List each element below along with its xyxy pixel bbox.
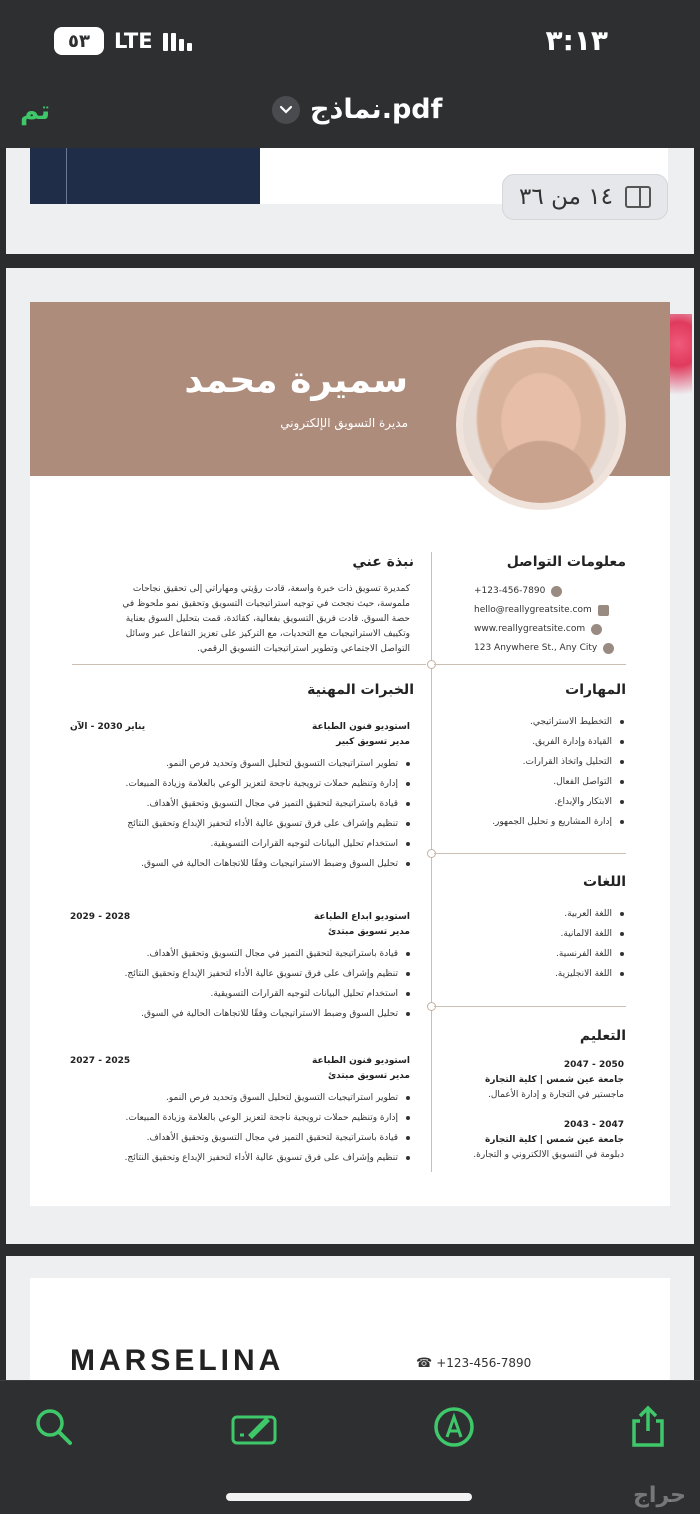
battery-icon: ٥٣	[54, 27, 104, 55]
chevron-down-icon[interactable]	[272, 96, 300, 124]
status-indicators	[54, 27, 192, 55]
markup-icon[interactable]	[230, 1405, 280, 1449]
next-page	[6, 1256, 694, 1380]
list-item: تنظيم وإشراف على فرق تسويق عالية الأداء لتحفيز الإبداع وتحقيق النتائج	[70, 814, 410, 834]
current-page	[6, 268, 694, 1244]
nav-bar	[0, 84, 700, 148]
about-line: وتكييف الاستراتيجيات مع التحديات، مع التركيز على تعزيز التفاعل عبر وسائل	[125, 629, 410, 639]
education-school: جامعة عين شمس	[546, 1135, 624, 1145]
list-item: التواصل الفعال.	[492, 772, 624, 792]
list-item: تنظيم وإشراف على فرق تسويق عالية الأداء لتحفيز الإبداع وتحقيق النتائج.	[70, 964, 410, 984]
annotate-icon[interactable]	[432, 1405, 476, 1449]
job-company: استوديو فنون الطباعة	[312, 1056, 410, 1066]
education-years: 2050 - 2047	[563, 1060, 624, 1070]
previous-page-dark-block	[30, 148, 260, 204]
education-entry	[434, 1058, 624, 1103]
cv-sheet	[30, 302, 670, 1206]
next-page-phone-text: +123-456-7890	[436, 1356, 532, 1370]
about-line: التواصل الاجتماعي وتطوير استراتيجيات التسويق الرقمي.	[197, 644, 410, 654]
contact-phone-text: +123-456-7890	[474, 586, 546, 596]
list-item: اللغة العربية.	[555, 904, 624, 924]
watermark: حراج	[633, 1483, 686, 1508]
sidebar-icon	[625, 186, 651, 208]
mail-icon	[598, 605, 609, 616]
status-time: ٣:١٣	[545, 24, 608, 57]
signal-icon	[163, 31, 192, 51]
list-item: تطوير استراتيجيات التسويق لتحليل السوق وتحديد فرص النمو.	[70, 1088, 410, 1108]
cv-name: سميرة محمد	[184, 360, 408, 401]
list-item: التحليل واتخاذ القرارات.	[492, 752, 624, 772]
list-item: قيادة باستراتيجية لتحقيق التميز في مجال التسويق وتحقيق الأهداف.	[70, 944, 410, 964]
contact-address	[474, 639, 624, 657]
location-pin-icon	[603, 643, 614, 654]
contact-heading: معلومات التواصل	[506, 554, 626, 570]
job-role: مدير تسويق مبتدئ	[327, 1071, 410, 1081]
job-bullets	[70, 754, 410, 874]
job-bullets	[70, 944, 410, 1024]
profile-photo	[456, 340, 626, 510]
about-heading: نبذة عني	[352, 554, 414, 570]
education-separator: |	[539, 1075, 544, 1085]
list-item: قيادة باستراتيجية لتحقيق التميز في مجال التسويق وتحقيق الأهداف.	[70, 794, 410, 814]
list-item: اللغة الفرنسية.	[555, 944, 624, 964]
contact-website	[474, 620, 624, 638]
phone-icon	[551, 586, 562, 597]
phone-icon: ☎	[416, 1356, 433, 1371]
status-bar	[0, 0, 700, 84]
search-icon[interactable]	[32, 1405, 76, 1449]
job-dates: يناير 2030 - الآن	[70, 722, 146, 732]
list-item: الابتكار والإبداع.	[492, 792, 624, 812]
share-icon[interactable]	[626, 1405, 670, 1449]
job-role: مدير تسويق مبتدئ	[327, 927, 410, 937]
bottom-toolbar	[0, 1380, 700, 1514]
page-counter[interactable]	[502, 174, 668, 220]
job-entry	[70, 720, 410, 874]
portrait-image	[463, 347, 619, 503]
network-type: LTE	[114, 29, 153, 53]
education-separator: |	[539, 1135, 544, 1145]
list-item: إدارة المشاريع و تحليل الجمهور.	[492, 812, 624, 832]
list-item: تحليل السوق وضبط الاستراتيجيات وفقًا للاتجاهات الحالية في السوق.	[70, 854, 410, 874]
list-item: التخطيط الاستراتيجي.	[492, 712, 624, 732]
education-entry	[434, 1118, 624, 1163]
list-item: استخدام تحليل البيانات لتوجيه القرارات التسويقية.	[70, 984, 410, 1004]
education-degree: دبلومة في التسويق الالكتروني و التجارة.	[473, 1150, 624, 1160]
experience-heading: الخبرات المهنية	[307, 682, 414, 698]
about-line: حصة السوق. قادت فريق التسويق بفعالية، كقائدة، قمت بتحليل السوق بعناية	[125, 614, 410, 624]
list-item: قيادة باستراتيجية لتحقيق التميز في مجال التسويق وتحقيق الأهداف.	[70, 1128, 410, 1148]
skills-heading: المهارات	[565, 682, 626, 698]
job-company: استوديو فنون الطباعة	[312, 722, 410, 732]
contact-email-text: hello@reallygreatsite.com	[474, 605, 592, 615]
job-dates: 2025 - 2027	[70, 1056, 131, 1066]
cv-job-title: مديرة التسويق الإلكتروني	[280, 416, 408, 430]
list-item: إدارة وتنظيم حملات ترويجية ناجحة لتعزيز الوعي بالعلامة وزيادة المبيعات.	[70, 774, 410, 794]
education-faculty: كلية التجارة	[484, 1075, 537, 1085]
section-rule	[434, 1006, 626, 1007]
section-rule	[434, 853, 626, 854]
list-item: تطوير استراتيجيات التسويق لتحليل السوق وتحديد فرص النمو.	[70, 754, 410, 774]
list-item: اللغة الالمانية.	[555, 924, 624, 944]
file-name: نماذج.pdf	[310, 94, 443, 125]
job-bullets	[70, 1088, 410, 1168]
contact-website-text: www.reallygreatsite.com	[474, 624, 586, 634]
job-company: استوديو ابداع الطباعة	[314, 912, 410, 922]
job-entry	[70, 910, 410, 1024]
list-item: استخدام تحليل البيانات لتوجيه القرارات التسويقية.	[70, 834, 410, 854]
skills-list	[492, 712, 624, 832]
education-heading: التعليم	[579, 1028, 626, 1044]
file-title[interactable]	[272, 94, 442, 125]
list-item: القيادة وإدارة الفريق.	[492, 732, 624, 752]
home-indicator[interactable]	[226, 1493, 472, 1501]
done-button[interactable]: تم	[20, 96, 51, 126]
column-divider	[431, 552, 432, 1172]
page-counter-label: ١٤ من ٣٦	[519, 184, 613, 210]
section-rule	[72, 664, 426, 665]
education-years: 2047 - 2043	[563, 1120, 624, 1130]
job-role: مدير تسويق كبير	[336, 737, 410, 747]
section-rule	[434, 664, 626, 665]
job-entry	[70, 1054, 410, 1168]
contact-email	[474, 601, 624, 619]
languages-heading: اللغات	[583, 874, 626, 890]
about-text	[70, 582, 410, 657]
globe-icon	[591, 624, 602, 635]
list-item: إدارة وتنظيم حملات ترويجية ناجحة لتعزيز الوعي بالعلامة وزيادة المبيعات.	[70, 1108, 410, 1128]
languages-list	[555, 904, 624, 984]
next-page-name: MARSELINA	[70, 1344, 285, 1377]
about-line: كمديرة تسويق ذات خبرة واسعة، قادت رؤيتي ومهاراتي إلى تحقيق نجاحات	[132, 584, 410, 594]
education-degree: ماجستير في التجارة و إدارة الأعمال.	[488, 1090, 624, 1100]
previous-page	[6, 148, 694, 254]
list-item: تحليل السوق وضبط الاستراتيجيات وفقًا للاتجاهات الحالية في السوق.	[70, 1004, 410, 1024]
next-page-phone	[416, 1356, 531, 1371]
pdf-viewer[interactable]	[0, 148, 700, 1380]
contact-phone	[474, 582, 624, 600]
contact-address-text: 123 Anywhere St., Any City	[474, 643, 598, 653]
list-item: اللغة الانجليزية.	[555, 964, 624, 984]
about-line: ملموسة، حيث نجحت في توجيه استراتيجيات التسويق وتحقيق نمو ملحوظ في	[122, 599, 410, 609]
list-item: تنظيم وإشراف على فرق تسويق عالية الأداء لتحفيز الإبداع وتحقيق النتائج.	[70, 1148, 410, 1168]
education-faculty: كلية التجارة	[484, 1135, 537, 1145]
job-dates: 2028 - 2029	[70, 912, 131, 922]
education-school: جامعة عين شمس	[546, 1075, 624, 1085]
